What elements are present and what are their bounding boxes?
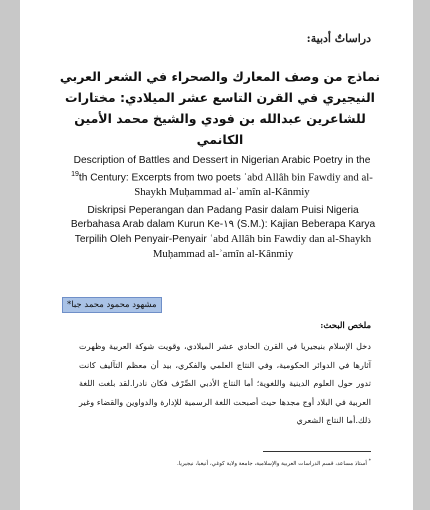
footnote-text: أستاذ مساعد، قسم الدراسات العربية والإسلامية، جامعة ولاية كوغي، أنيغبا، نيجيريا. bbox=[176, 460, 367, 467]
section-label: دراساتٌ أدبية: bbox=[306, 32, 371, 45]
indonesian-title-line-2: Berbahasa Arab dalam Kurun Ke-١٩ (S.M.): Kajian Beberapa Karya bbox=[70, 219, 376, 230]
abstract-body: دخل الإسلام بنيجيريا في القرن الحادي عشر الميلادي، وقويت شوكة العربية وظهرت آثارها في الدوائر الحكومية، وفي النتاج العلمي والفكري، بيد أن معظم التآليف كانت تدور حول العلوم الدينية واللغوية؛ أما النتاج الأدبي الصِّرْف فكان نادرا.لقد بلغت اللغة العربية في البلاد أوج مجدها حيث أصبحت اللغة الرسمية للإدارة والدواوين والقضاء وغير ذلك.أما النتاج الشعري bbox=[79, 341, 371, 425]
indonesian-title-line-3-text: Terpilih Oleh Penyair-Penyair bbox=[74, 234, 210, 245]
english-title-poet-name-1: ʿabd Allâh bin Fawdiy and al- bbox=[243, 171, 373, 184]
arabic-title: نماذج من وصف المعارك والصحراء في الشعر العربي النيجيري في القرن التاسع عشر الميلادي: مختارات للشاعرين عبدالله بن فودي والشيخ محمد الأمين الكانمي bbox=[59, 69, 381, 147]
english-title-poet-name-2: Shaykh Muḥammad al-ʾamîn al-Kânmiy bbox=[134, 186, 310, 199]
footnote bbox=[71, 458, 371, 468]
footnote-mark: * bbox=[368, 459, 371, 464]
document-page bbox=[20, 0, 413, 510]
century-number: 19 bbox=[71, 171, 79, 178]
english-title-line-2 bbox=[56, 168, 388, 185]
century-suffix: th bbox=[78, 172, 88, 184]
english-title-line-2-text: Century: Excerpts from two poets bbox=[87, 172, 244, 184]
english-title bbox=[56, 154, 388, 199]
english-title-line-1: Description of Battles and Dessert in Nigerian Arabic Poetry in the bbox=[73, 155, 371, 166]
indonesian-title-poet-name-1: ʿabd Allâh bin Fawdiy dan al-Shaykh bbox=[209, 233, 372, 245]
author-name[interactable]: مشهود محمود محمد جبا* bbox=[62, 297, 162, 313]
indonesian-title bbox=[54, 204, 392, 261]
indonesian-title-line-1: Diskripsi Peperangan dan Padang Pasir dalam Puisi Nigeria bbox=[87, 205, 359, 216]
abstract-heading: ملخص البحث: bbox=[320, 321, 371, 331]
footnote-divider bbox=[263, 451, 371, 452]
indonesian-title-line-3 bbox=[54, 232, 392, 247]
indonesian-title-poet-name-2: Muḥammad al-ʾamîn al-Kânmiy bbox=[152, 248, 294, 260]
